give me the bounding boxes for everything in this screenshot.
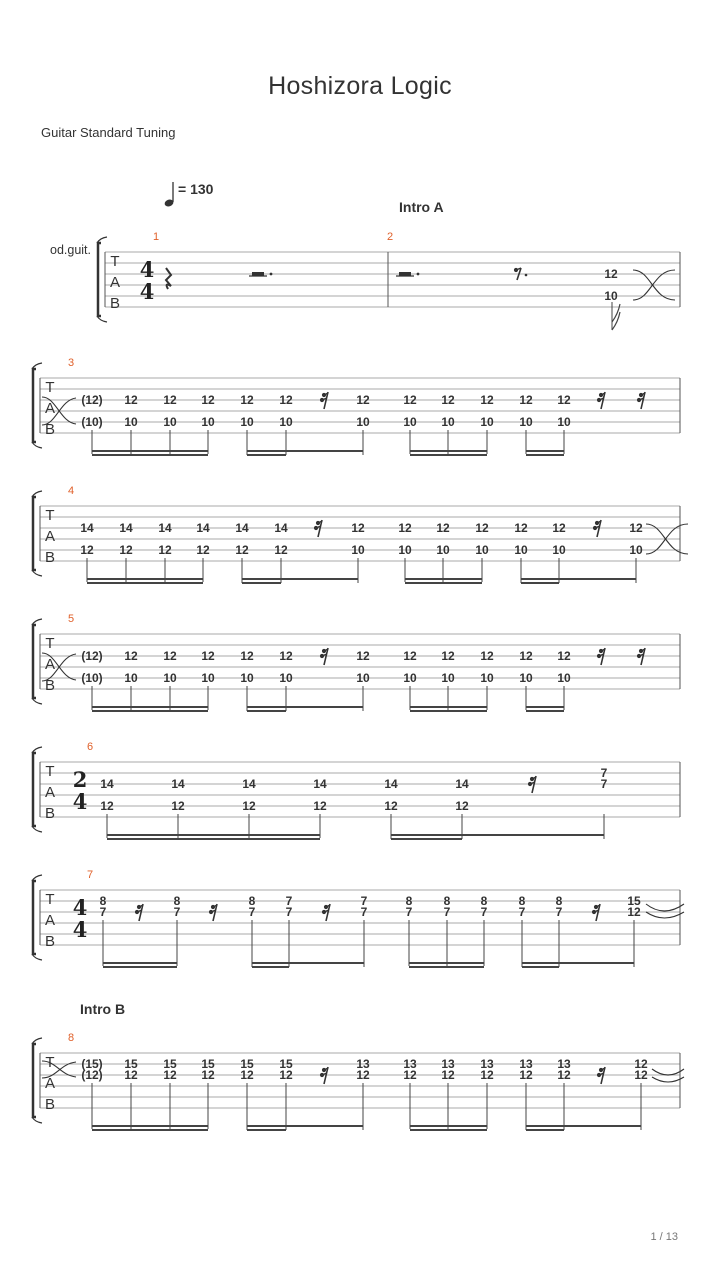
fret-number: 10	[163, 671, 177, 685]
fret-number: 12	[441, 1068, 455, 1082]
page-title: Hoshizora Logic	[268, 72, 452, 100]
tab-note	[356, 1057, 370, 1082]
tab-system-6	[32, 741, 680, 839]
fret-number: 13	[403, 1057, 417, 1071]
fret-number: 10	[557, 671, 571, 685]
measure-number: 6	[87, 741, 94, 753]
fret-number: 7	[443, 905, 451, 919]
fret-number: 14	[274, 521, 288, 535]
fret-number: 7	[518, 905, 526, 919]
fret-number: 8	[99, 894, 107, 908]
fret-number: 12	[158, 543, 172, 557]
fret-number: 12	[403, 393, 417, 407]
fret-number: 10	[403, 415, 417, 429]
fret-number: 13	[480, 1057, 494, 1071]
fret-number: 12	[279, 649, 293, 663]
fret-number: 12	[480, 393, 494, 407]
fret-number: 10	[240, 415, 254, 429]
fret-number: 12	[201, 393, 215, 407]
fret-number: 10	[552, 543, 566, 557]
time-sig-bottom: 4	[72, 789, 88, 814]
fret-number: 14	[196, 521, 210, 535]
fret-number: 7	[405, 905, 413, 919]
time-sig-top: 2	[72, 767, 88, 792]
sixteenth-rest-icon	[322, 904, 330, 921]
tab-note	[163, 1057, 177, 1082]
tab-clef-a: A	[44, 400, 56, 417]
fret-number: 7	[360, 894, 368, 908]
fret-number: 7	[480, 905, 488, 919]
tempo-label: = 130	[178, 181, 214, 197]
fret-number: 7	[285, 894, 293, 908]
fret-number: 12	[235, 543, 249, 557]
tab-note	[174, 894, 181, 919]
system-bracket	[33, 753, 36, 826]
fret-number: 12	[124, 393, 138, 407]
fret-number: 12	[557, 649, 571, 663]
tab-clef-t: T	[45, 379, 55, 396]
sixteenth-rest-icon	[528, 776, 536, 793]
fret-number: 12	[356, 649, 370, 663]
beam-group	[87, 558, 203, 583]
fret-number: 12	[514, 521, 528, 535]
fret-number: 12	[627, 905, 641, 919]
beam-group	[391, 814, 604, 839]
tab-system-4	[32, 485, 688, 583]
fret-number: 10	[201, 671, 215, 685]
tab-note	[519, 894, 526, 919]
fret-number: 8	[248, 894, 256, 908]
fret-number: 12	[240, 393, 254, 407]
sixteenth-rest-icon	[597, 392, 605, 409]
measure-number: 2	[387, 231, 394, 243]
fret-number: 12	[242, 799, 256, 813]
fret-number: 10	[514, 543, 528, 557]
tab-clef-a: A	[44, 528, 56, 545]
fret-number: 12	[557, 393, 571, 407]
measure-number: 4	[68, 485, 75, 497]
fret-number: 12	[634, 1057, 648, 1071]
section-label-intro-b: Intro B	[80, 1001, 126, 1017]
beam-group	[92, 686, 208, 711]
fret-number: 12	[480, 1068, 494, 1082]
tab-note	[634, 1057, 648, 1082]
fret-number: (12)	[81, 1068, 103, 1082]
tab-clef-a: A	[44, 656, 56, 673]
tab-note	[557, 1057, 571, 1082]
fret-number: 12	[171, 799, 185, 813]
fret-number: 8	[555, 894, 563, 908]
beam-group	[247, 1083, 363, 1130]
fret-number: (15)	[81, 1057, 103, 1071]
fret-number: 8	[173, 894, 181, 908]
tab-note	[286, 894, 293, 919]
time-sig-bottom: 4	[139, 279, 155, 304]
fret-number: 14	[242, 777, 256, 791]
tab-note	[403, 1057, 417, 1082]
fret-number: 15	[627, 894, 641, 908]
beam-group	[405, 558, 482, 583]
tie-curve	[652, 1069, 684, 1075]
fret-number: 10	[403, 671, 417, 685]
tab-clef-t: T	[45, 1054, 55, 1071]
system-bracket	[33, 497, 36, 570]
measure-number: 1	[153, 231, 160, 243]
fret-number: 12	[552, 521, 566, 535]
fret-number: 10	[201, 415, 215, 429]
fret-number: 10	[356, 671, 370, 685]
fret-number: 10	[604, 289, 618, 303]
tab-note	[249, 894, 256, 919]
sixteenth-rest-icon	[320, 1067, 328, 1084]
fret-number: 15	[124, 1057, 138, 1071]
fret-number: 10	[351, 543, 365, 557]
tab-clef-t: T	[110, 253, 120, 270]
sixteenth-rest-icon	[637, 392, 645, 409]
fret-number: 10	[163, 415, 177, 429]
fret-number: 12	[313, 799, 327, 813]
quarter-note-icon	[164, 182, 175, 208]
fret-number: 12	[351, 521, 365, 535]
fret-number: 12	[356, 393, 370, 407]
fret-number: 12	[455, 799, 469, 813]
tab-clef-b: B	[44, 677, 56, 694]
tab-note	[81, 1057, 102, 1082]
tuning-label: Guitar Standard Tuning	[41, 125, 176, 140]
beam-group	[247, 430, 363, 455]
sixteenth-rest-icon	[597, 1067, 605, 1084]
tab-note	[627, 894, 641, 919]
fret-number: 12	[398, 521, 412, 535]
tab-clef-b: B	[44, 421, 56, 438]
fret-number: 14	[100, 777, 114, 791]
tab-clef-b: B	[44, 1096, 56, 1113]
fret-number: 14	[384, 777, 398, 791]
time-sig-top: 4	[139, 257, 155, 282]
tab-note	[100, 894, 107, 919]
sixteenth-rest-icon	[593, 520, 601, 537]
tab-clef-t: T	[45, 507, 55, 524]
beam-group	[526, 686, 564, 711]
fret-number: 12	[240, 1068, 254, 1082]
fret-number: 12	[634, 1068, 648, 1082]
fret-number: 7	[360, 905, 368, 919]
fret-number: 12	[201, 1068, 215, 1082]
beam-group	[522, 920, 634, 967]
fret-number: 12	[475, 521, 489, 535]
sixteenth-rest-icon	[592, 904, 600, 921]
tie-curve	[646, 904, 684, 911]
fret-number: 12	[274, 543, 288, 557]
tab-clef-b: B	[44, 805, 56, 822]
fret-number: 12	[201, 649, 215, 663]
tab-clef-a: A	[109, 274, 121, 291]
beam-group	[103, 920, 177, 967]
fret-number: 10	[557, 415, 571, 429]
beam-group	[247, 686, 363, 711]
tab-note	[480, 1057, 494, 1082]
system-bracket	[33, 369, 36, 442]
beam-group	[410, 686, 487, 711]
fret-number: 12	[279, 393, 293, 407]
fret-number: 12	[436, 521, 450, 535]
tie-curve	[646, 912, 684, 918]
fret-number: 10	[441, 671, 455, 685]
fret-number: 14	[158, 521, 172, 535]
beam-group	[252, 920, 364, 967]
fret-number: (12)	[81, 649, 103, 663]
tab-clef-a: A	[44, 1075, 56, 1092]
fret-number: 10	[629, 543, 643, 557]
beam-group	[107, 814, 320, 839]
tab-clef-a: A	[44, 784, 56, 801]
fret-number: (10)	[81, 671, 103, 685]
tab-note	[201, 1057, 215, 1082]
fret-number: 12	[403, 649, 417, 663]
tab-system-5	[32, 613, 680, 711]
sixteenth-rest-icon	[209, 904, 217, 921]
fret-number: 14	[235, 521, 249, 535]
fret-number: 12	[403, 1068, 417, 1082]
tab-system-1	[97, 231, 680, 330]
fret-number: 13	[519, 1057, 533, 1071]
fret-number: 14	[171, 777, 185, 791]
system-bracket	[33, 1044, 36, 1117]
fret-number: 10	[356, 415, 370, 429]
fret-number: 8	[480, 894, 488, 908]
tab-note	[519, 1057, 533, 1082]
fret-number: 12	[629, 521, 643, 535]
tab-clef-b: B	[109, 295, 121, 312]
fret-number: 10	[480, 415, 494, 429]
measure-number: 5	[68, 613, 75, 625]
instrument-label: od.guit.	[50, 243, 92, 257]
quarter-rest-icon	[166, 268, 171, 289]
tab-note	[441, 1057, 455, 1082]
fret-number: 12	[196, 543, 210, 557]
fret-number: 10	[124, 671, 138, 685]
fret-number: 14	[455, 777, 469, 791]
fret-number: 12	[480, 649, 494, 663]
time-sig-top: 4	[72, 895, 88, 920]
tab-note	[444, 894, 451, 919]
fret-number: 10	[124, 415, 138, 429]
fret-number: 10	[279, 671, 293, 685]
tab-clef-b: B	[44, 933, 56, 950]
sixteenth-rest-icon	[637, 648, 645, 665]
tab-clef-a: A	[44, 912, 56, 929]
fret-number: 7	[600, 766, 608, 780]
fret-number: 14	[80, 521, 94, 535]
fret-number: 7	[248, 905, 256, 919]
sixteenth-rest-icon	[314, 520, 322, 537]
fret-number: 12	[441, 393, 455, 407]
fret-number: 13	[441, 1057, 455, 1071]
tab-note	[601, 766, 608, 791]
fret-number: 12	[604, 267, 618, 281]
fret-number: 12	[519, 649, 533, 663]
fret-number: 15	[279, 1057, 293, 1071]
fret-number: 12	[519, 393, 533, 407]
fret-number: 13	[356, 1057, 370, 1071]
beam-group	[410, 1083, 487, 1130]
fret-number: 12	[384, 799, 398, 813]
fret-number: 12	[124, 649, 138, 663]
sixteenth-rest-icon	[320, 648, 328, 665]
sixteenth-rest-icon	[320, 392, 328, 409]
fret-number: 12	[163, 1068, 177, 1082]
fret-number: 13	[557, 1057, 571, 1071]
fret-number: 12	[124, 1068, 138, 1082]
tab-note	[240, 1057, 254, 1082]
fret-number: 10	[436, 543, 450, 557]
fret-number: 10	[519, 415, 533, 429]
tab-clef-t: T	[45, 763, 55, 780]
tab-clef-t: T	[45, 891, 55, 908]
fret-number: 15	[240, 1057, 254, 1071]
fret-number: 12	[163, 393, 177, 407]
tab-note	[481, 894, 488, 919]
fret-number: 10	[441, 415, 455, 429]
fret-number: 8	[405, 894, 413, 908]
tie-curve	[652, 1077, 684, 1082]
tab-note	[124, 1057, 138, 1082]
beam-group	[92, 1083, 208, 1130]
fret-number: 10	[240, 671, 254, 685]
fret-number: 14	[119, 521, 133, 535]
fret-number: 14	[313, 777, 327, 791]
page-number: 1 / 13	[650, 1231, 678, 1243]
fret-number: 10	[279, 415, 293, 429]
fret-number: 8	[518, 894, 526, 908]
fret-number: 12	[240, 649, 254, 663]
fret-number: 7	[99, 905, 107, 919]
tab-note	[556, 894, 563, 919]
fret-number: 12	[441, 649, 455, 663]
fret-number: 15	[163, 1057, 177, 1071]
fret-number: 12	[80, 543, 94, 557]
tab-note	[361, 894, 368, 919]
beam-group	[526, 430, 564, 455]
measure-number: 7	[87, 869, 94, 881]
tab-system-3	[32, 357, 680, 455]
beam-group	[92, 430, 208, 455]
tab-system-8	[32, 1032, 684, 1130]
tab-note	[406, 894, 413, 919]
fret-number: 12	[163, 649, 177, 663]
sixteenth-rest-icon	[597, 648, 605, 665]
beam-group	[242, 558, 358, 583]
fret-number: 12	[279, 1068, 293, 1082]
fret-number: 10	[398, 543, 412, 557]
fret-number: 10	[519, 671, 533, 685]
fret-number: 7	[600, 777, 608, 791]
sixteenth-rest-icon	[135, 904, 143, 921]
fret-number: 7	[173, 905, 181, 919]
note-flag	[612, 304, 620, 330]
tab-note	[279, 1057, 293, 1082]
fret-number: 15	[201, 1057, 215, 1071]
fret-number: 12	[119, 543, 133, 557]
fret-number: 7	[285, 905, 293, 919]
beam-group	[526, 1083, 641, 1130]
fret-number: 8	[443, 894, 451, 908]
tab-clef-b: B	[44, 549, 56, 566]
fret-number: 12	[519, 1068, 533, 1082]
beam-group	[409, 920, 484, 967]
fret-number: (12)	[81, 393, 103, 407]
time-sig-bottom: 4	[72, 917, 88, 942]
section-label-intro-a: Intro A	[399, 199, 444, 215]
measure-number: 8	[68, 1032, 75, 1044]
beam-group	[410, 430, 487, 455]
fret-number: 10	[475, 543, 489, 557]
tab-clef-t: T	[45, 635, 55, 652]
system-bracket	[33, 881, 36, 954]
system-bracket	[98, 243, 101, 316]
fret-number: 12	[100, 799, 114, 813]
fret-number: 12	[557, 1068, 571, 1082]
tab-system-7	[32, 869, 684, 967]
system-bracket	[33, 625, 36, 698]
measure-number: 3	[68, 357, 75, 369]
beam-group	[521, 558, 636, 583]
fret-number: 7	[555, 905, 563, 919]
fret-number: 10	[480, 671, 494, 685]
fret-number: 12	[356, 1068, 370, 1082]
fret-number: (10)	[81, 415, 103, 429]
